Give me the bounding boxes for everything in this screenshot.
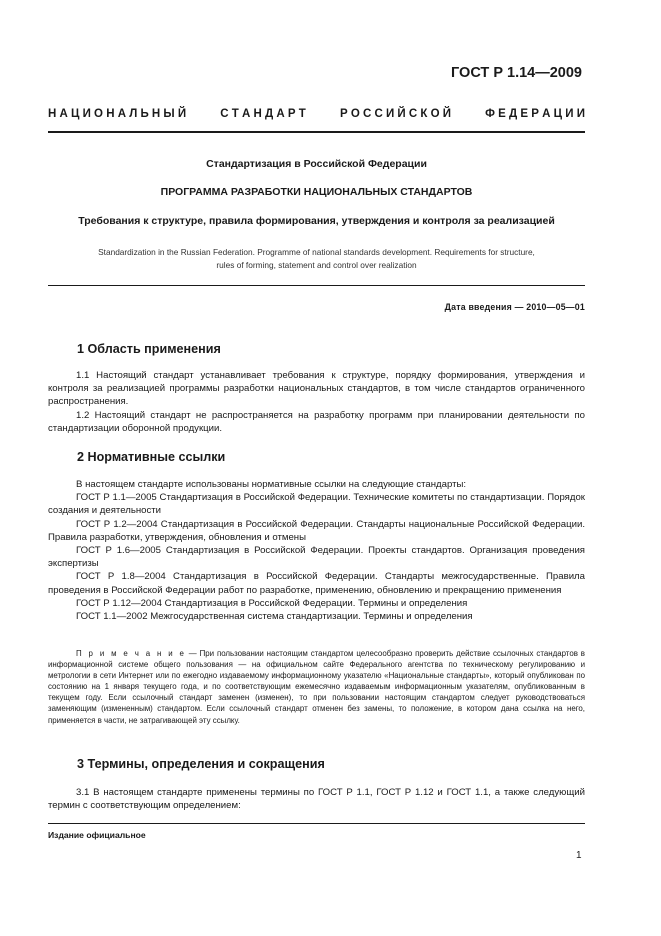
section-3-heading: 3 Термины, определения и сокращения	[77, 757, 325, 771]
reference-item: ГОСТ 1.1—2002 Межгосударственная система стандартизации. Термины и определения	[76, 611, 473, 623]
footer-rule	[48, 823, 585, 824]
reference-item: ГОСТ Р 1.12—2004 Стандартизация в Российской Федерации. Термины и определения	[76, 597, 468, 609]
reference-item: ГОСТ Р 1.2—2004 Стандартизация в Российской Федерации. Стандарты национальные Российской Федерации. Правила разработки, утверждения, обновления и отмены	[48, 518, 585, 543]
section-1-body	[48, 369, 585, 435]
title-series: Стандартизация в Российской Федерации	[206, 158, 427, 170]
note-label: П р и м е ч а н и е	[76, 649, 186, 658]
section-3-body	[48, 786, 585, 812]
edition-label: Издание официальное	[48, 830, 146, 840]
english-title-line1: Standardization in the Russian Federation. Programme of national standards development. Requirements for structure,	[98, 247, 535, 257]
national-standard-banner	[48, 108, 585, 120]
reference-item: ГОСТ Р 1.6—2005 Стандартизация в Российской Федерации. Проекты стандартов. Организация проведения экспертизы	[48, 545, 585, 570]
document-code: ГОСТ Р 1.14—2009	[451, 65, 582, 81]
title-rule	[48, 285, 585, 286]
english-title-line2: rules of forming, statement and control over realization	[216, 260, 417, 270]
reference-item: ГОСТ Р 1.1—2005 Стандартизация в Российской Федерации. Технические комитеты по стандартизации. Порядок создания и деятельности	[48, 492, 585, 517]
paragraph-3-1: 3.1 В настоящем стандарте применены термины по ГОСТ Р 1.1, ГОСТ Р 1.12 и ГОСТ 1.1, а также следующий термин с соответствующим определением:	[48, 787, 585, 812]
paragraph-1-1: 1.1 Настоящий стандарт устанавливает требования к структуре, порядку формирования, утверждения и контроля за реализацией программы разработки национальных стандартов, в том числе стандартов ограниченного распространения.	[48, 370, 585, 408]
title-main: ПРОГРАММА РАЗРАБОТКИ НАЦИОНАЛЬНЫХ СТАНДАРТОВ	[160, 186, 473, 198]
banner-word: Н А Ц И О Н А Л Ь Н Ы Й	[48, 108, 187, 120]
banner-word: Ф Е Д Е Р А Ц И И	[485, 108, 585, 120]
title-subtitle: Требования к структуре, правила формирования, утверждения и контроля за реализацией	[78, 215, 555, 227]
reference-item: ГОСТ Р 1.8—2004 Стандартизация в Российской Федерации. Стандарты межгосударственные. Правила проведения в Российской Федерации работ по разработке, применению, обновлению и прекращению применения	[48, 571, 585, 596]
banner-rule	[48, 131, 585, 133]
note-text: — При пользовании настоящим стандартом целесообразно проверить действие ссылочных стандартов в информационной системе общего пользования — на официальном сайте Федерального агентства по техническому регулированию и метрологии в сети Интернет или по ежегодно издаваемому информационному указателю «Национальные стандарты», который опубликован по состоянию на 1 января текущего года, и по соответствующим ежемесячно издаваемым информационным указателям, опубликованным в текущем году. Если ссылочный стандарт заменен (изменен), то при пользовании настоящим стандартом следует руководствоваться заменяющим (измененным) стандартом. Если ссылочный стандарт отменен без замены, то положение, в котором дана ссылка на него, применяется в части, не затрагивающей эту ссылку.	[48, 649, 585, 725]
section-1-heading: 1 Область применения	[77, 342, 221, 356]
paragraph-1-2: 1.2 Настоящий стандарт не распространяется на разработку программ при планировании деятельности по стандартизации оборонной продукции.	[48, 409, 585, 434]
introduction-date: Дата введения — 2010—05—01	[444, 302, 585, 312]
banner-word: Р О С С И Й С К О Й	[339, 108, 451, 120]
note-block	[48, 648, 585, 726]
references-intro: В настоящем стандарте использованы нормативные ссылки на следующие стандарты:	[76, 479, 467, 490]
banner-word: С Т А Н Д А Р Т	[220, 108, 306, 120]
page-number: 1	[576, 850, 582, 861]
section-2-body	[48, 478, 585, 623]
section-2-heading: 2 Нормативные ссылки	[77, 450, 226, 464]
